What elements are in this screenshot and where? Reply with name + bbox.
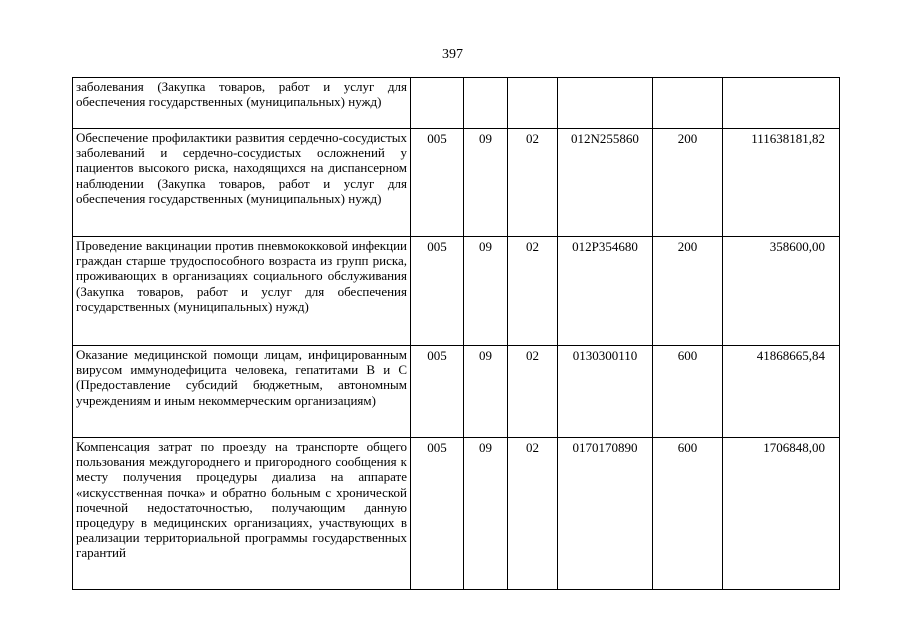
row-section-code: 09	[464, 129, 508, 237]
table-row	[73, 438, 840, 590]
budget-table	[72, 77, 840, 590]
row-ministry-code	[411, 78, 464, 129]
row-section-code	[464, 78, 508, 129]
row-expense-type: 600	[653, 346, 723, 438]
row-subsection-code: 02	[508, 346, 558, 438]
table-row	[73, 346, 840, 438]
row-amount: 358600,00	[723, 237, 840, 346]
row-target-code: 012N255860	[558, 129, 653, 237]
row-description: Проведение вакцинации против пневмококковой инфекции граждан старше трудоспособного возраста из групп риска, проживающих в организациях социального обслуживания (Закупка товаров, работ и услуг для обеспечения государственных (муниципальных) нужд)	[73, 237, 411, 346]
row-description: Компенсация затрат по проезду на транспорте общего пользования междугороднего и пригородного сообщения к месту получения процедуры диализа на аппарате «искусственная почка» и обратно больным с хронической почечной недостаточностью, получающим данную процедуру в медицинских организациях, участвующих в реализации территориальной программы государственных гарантий	[73, 438, 411, 590]
row-subsection-code: 02	[508, 237, 558, 346]
row-description: заболевания (Закупка товаров, работ и услуг для обеспечения государственных (муниципальных) нужд)	[73, 78, 411, 129]
row-ministry-code: 005	[411, 438, 464, 590]
row-expense-type: 200	[653, 237, 723, 346]
table-row	[73, 237, 840, 346]
row-expense-type	[653, 78, 723, 129]
table-row	[73, 129, 840, 237]
row-amount: 1706848,00	[723, 438, 840, 590]
row-ministry-code: 005	[411, 237, 464, 346]
row-target-code	[558, 78, 653, 129]
row-ministry-code: 005	[411, 129, 464, 237]
table-row	[73, 78, 840, 129]
row-ministry-code: 005	[411, 346, 464, 438]
row-amount: 41868665,84	[723, 346, 840, 438]
row-amount	[723, 78, 840, 129]
row-description: Оказание медицинской помощи лицам, инфицированным вирусом иммунодефицита человека, гепатитами B и C (Предоставление субсидий бюджетным, автономным учреждениям и иным некоммерческим организациям)	[73, 346, 411, 438]
row-amount: 111638181,82	[723, 129, 840, 237]
row-description: Обеспечение профилактики развития сердечно-сосудистых заболеваний и сердечно-сосудистых осложнений у пациентов высокого риска, находящихся на диспансерном наблюдении (Закупка товаров, работ и услуг для обеспечения государственных (муниципальных) нужд)	[73, 129, 411, 237]
row-subsection-code: 02	[508, 129, 558, 237]
row-subsection-code: 02	[508, 438, 558, 590]
page-number: 397	[442, 47, 463, 62]
row-expense-type: 600	[653, 438, 723, 590]
row-section-code: 09	[464, 237, 508, 346]
row-section-code: 09	[464, 346, 508, 438]
row-section-code: 09	[464, 438, 508, 590]
row-expense-type: 200	[653, 129, 723, 237]
row-subsection-code	[508, 78, 558, 129]
row-target-code: 0130300110	[558, 346, 653, 438]
row-target-code: 0170170890	[558, 438, 653, 590]
row-target-code: 012P354680	[558, 237, 653, 346]
